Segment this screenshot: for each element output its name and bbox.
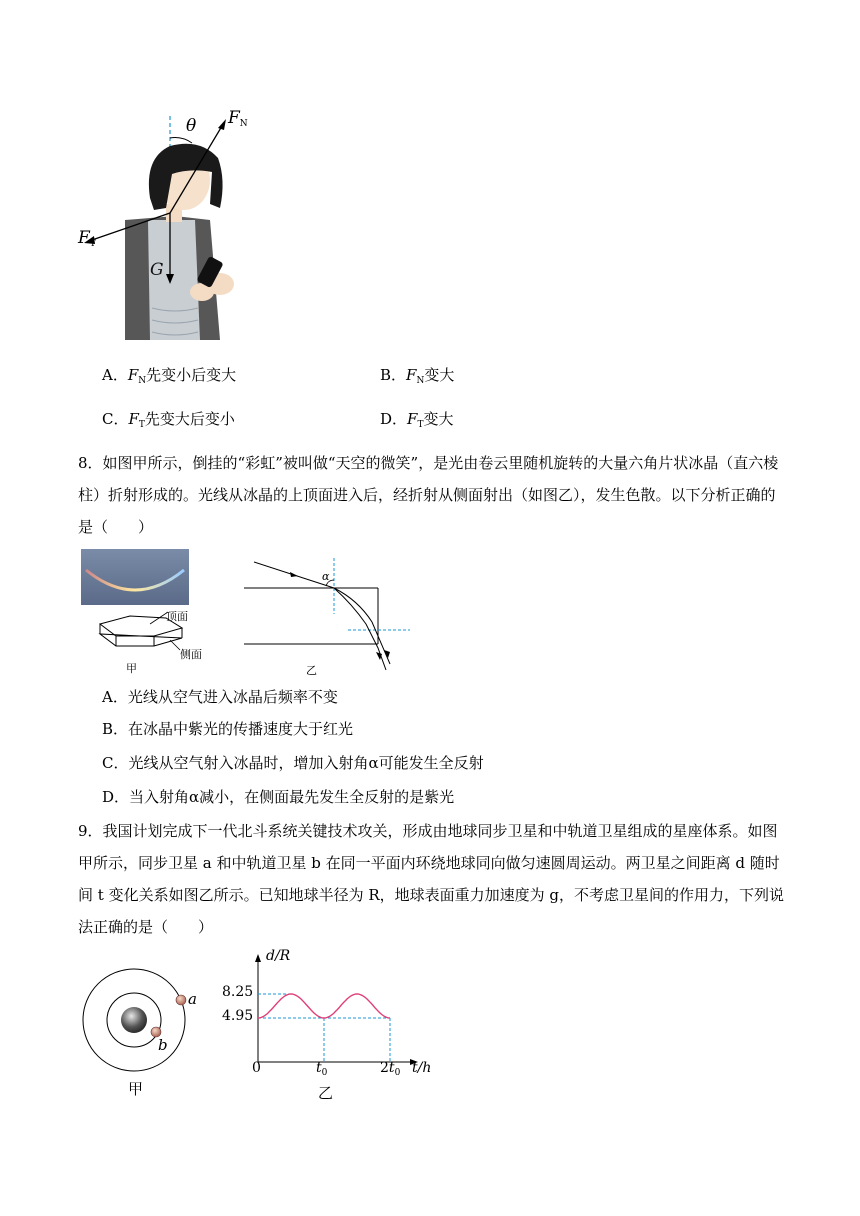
q9-chart [220,948,440,1102]
ft-label [78,228,96,249]
x-tick-label-2t0: $2t_0$ [380,1060,401,1078]
theta-label: θ [186,116,197,136]
ft-symbol: F [78,228,90,248]
q8-option-a[interactable]: A．光线从空气进入冰晶后频率不变 [102,688,338,706]
x-tick-2t0-t: t [388,1060,395,1076]
ft-subscript: T [89,239,96,249]
option-text: 变大 [424,366,455,384]
option-symbol: F [128,410,139,428]
option-subscript: N [138,376,147,386]
x-axis-label: t/h [412,1060,432,1076]
x-tick-t0-sub: 0 [321,1068,328,1078]
q9-stem-line-2: 甲所示，同步卫星 a 和中轨道卫星 b 在同一平面内环绕地球同向做匀速圆周运动。两卫星之间距离 d 随时 [78,854,780,872]
option-subscript: T [417,420,424,430]
q7-option-d[interactable] [380,408,453,436]
origin-label: 0 [252,1060,261,1076]
q8-stem-line-3: 是（ ） [78,518,154,536]
option-symbol: F [407,410,418,428]
option-letter: A． [102,366,128,384]
x-tick-2t0-sub: 0 [394,1068,401,1078]
q7-figure [70,108,260,348]
series-line [258,994,390,1018]
q8-option-b[interactable]: B．在冰晶中紫光的传播速度大于红光 [102,720,354,738]
option-letter: C． [102,410,129,428]
y-tick-label-low: 4.95 [222,1008,254,1024]
alpha-label: α [322,570,330,583]
option-text: 先变小后变大 [146,366,237,384]
option-symbol: F [127,366,139,384]
y-axis-label-text: d/R [266,948,291,964]
y-axis-arrow [255,954,261,962]
x-tick-label-t0: $t_0$ [316,1060,328,1078]
q9-figure-jia [80,962,210,1102]
option-symbol: F [406,366,417,384]
option-letter: B． [380,366,407,384]
q7-option-a[interactable] [102,364,236,392]
top-face-label: 顶面 [166,610,188,623]
q8-figure-yi [240,552,430,680]
q8-option-d[interactable]: D．当入射角α减小，在侧面最先发生全反射的是紫光 [102,788,455,806]
option-subscript: N [416,376,425,386]
y-axis-label [266,948,290,964]
fig-jia-caption: 甲 [128,1080,144,1098]
satellite-b-label: b [158,1036,168,1054]
satellite-a-label: a [188,990,197,1008]
q8-option-c[interactable]: C．光线从空气射入冰晶时，增加入射角α可能发生全反射 [102,754,484,772]
q9-stem-line-4: 法正确的是（ ） [78,918,214,936]
side-face-label: 侧面 [180,648,202,661]
q8-stem-line-2: 柱）折射形成的。光线从冰晶的上顶面进入后，经折射从侧面射出（如图乙），发生色散。以下分析正确的 [78,486,776,504]
q9-stem-line-1: 9．我国计划完成下一代北斗系统关键技术攻关，形成由地球同步卫星和中轨道卫星组成的星座体系。如图 [78,822,778,840]
q9-stem-line-3: 间 t 变化关系如图乙所示。已知地球半径为 R，地球表面重力加速度为 g，不考虑卫星间的作用力，下列说 [78,886,785,904]
q7-option-c[interactable] [102,408,235,436]
q8-stem-line-1: 8．如图甲所示，倒挂的“彩虹”被叫做“天空的微笑”，是光由卷云里随机旋转的大量六角片状冰晶（直六棱 [78,454,779,472]
fig-jia-caption: 甲 [126,662,137,675]
y-tick-label-high: 8.25 [222,984,254,1000]
option-text: 变大 [423,410,454,428]
fn-subscript: N [239,119,248,129]
q8-figure-jia [80,548,230,676]
g-label: G [150,260,164,280]
fn-symbol: F [228,108,240,128]
fn-label [228,108,248,129]
chart-caption: 乙 [318,1084,334,1102]
fig-yi-caption: 乙 [306,664,317,677]
q7-option-b[interactable] [380,364,454,392]
option-letter: D． [380,410,408,428]
distance-time-chart [220,952,440,1102]
option-subscript: T [138,420,145,430]
option-text: 先变大后变小 [144,410,235,428]
